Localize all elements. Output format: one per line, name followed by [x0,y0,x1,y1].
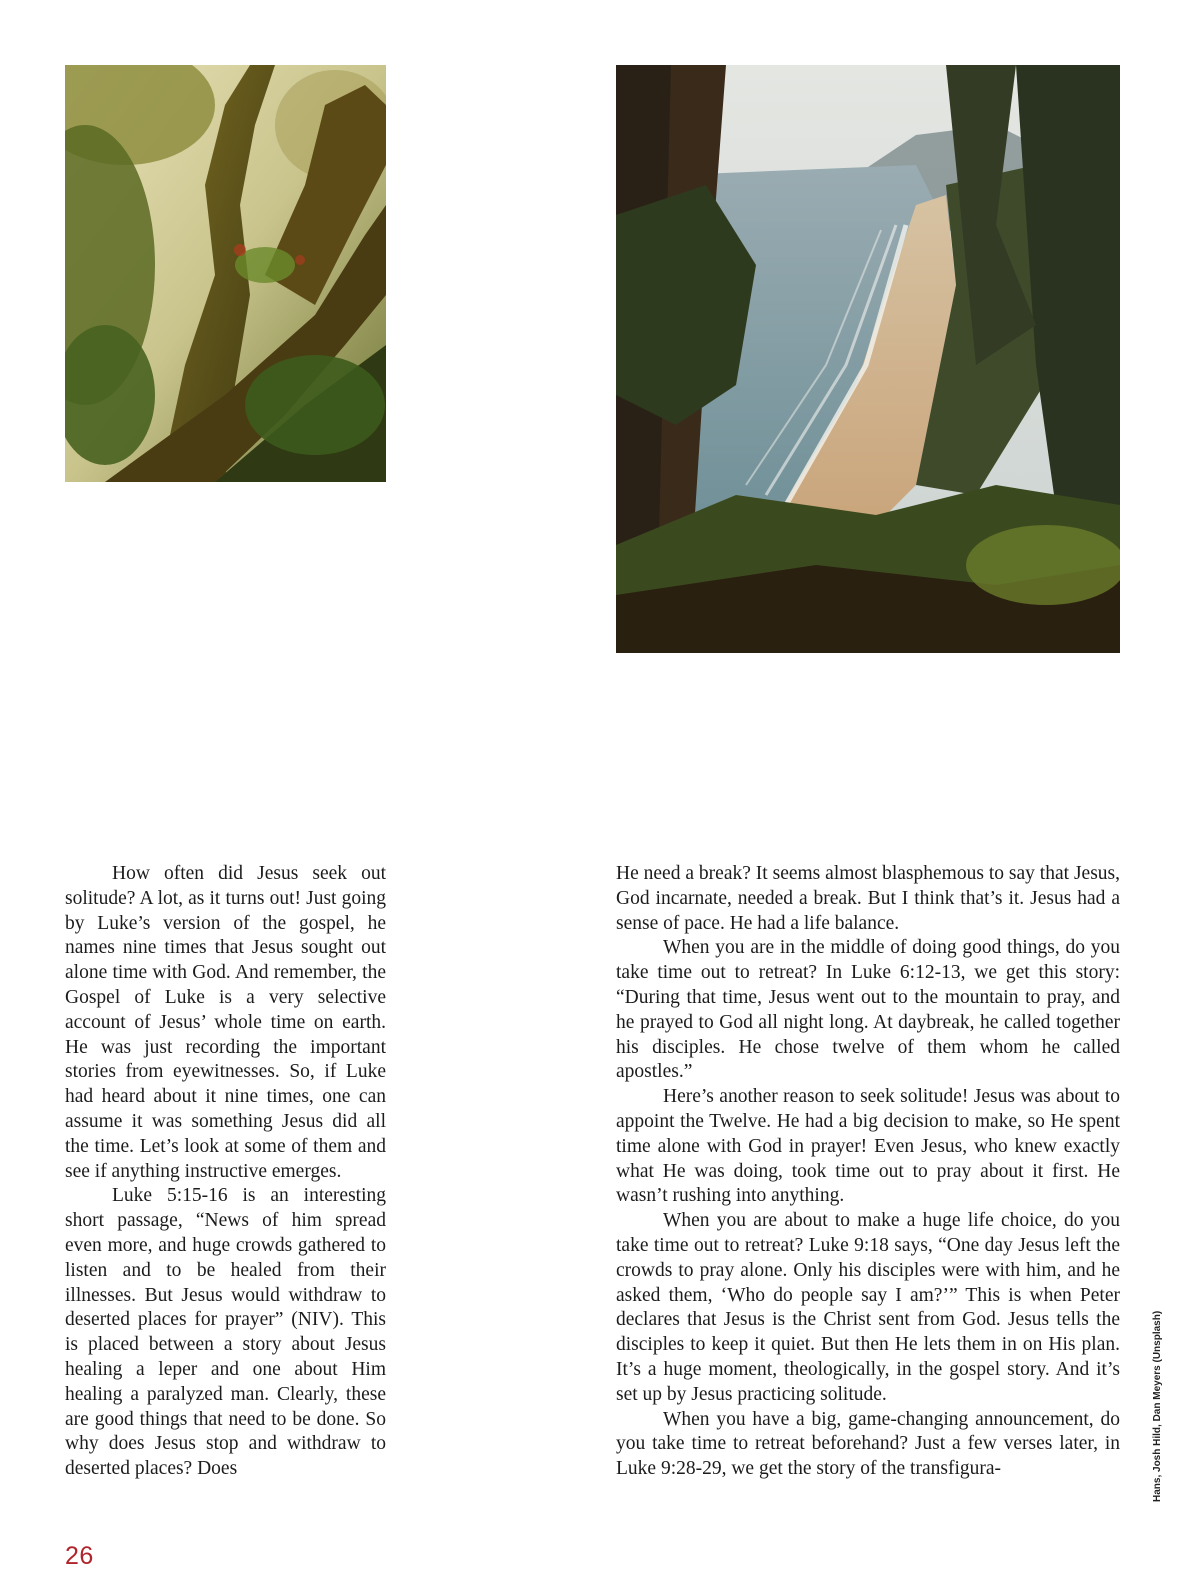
article-column-right [616,862,1120,1482]
paragraph: When you are about to make a huge life choice, do you take time out to retreat? Luke 9:18 says, “One day Jesus left the crowds to pray alone. Only his disciples were with him, and he asked them, ‘Who do people say I am?’” This is when Peter declares that Jesus is the Christ sent from God. Jesus tells the disciples to keep it quiet. But then He lets them in on His plan. It’s a huge moment, theologically, in the gospel story. And it’s set up by Jesus practicing solitude. [616,1210,1120,1405]
paragraph: When you are in the middle of doing good things, do you take time out to retreat? In Luke 6:12-13, we get this story: “During that time, Jesus went out to the mountain to pray, and he prayed to God all night long. At daybreak, he called together his disciples. He chose twelve of them whom he called apostles.” [616,937,1120,1083]
photo-credit: Hans, Josh Hild, Dan Meyers (Unsplash) [1152,1310,1163,1502]
paragraph: Luke 5:15-16 is an interesting short passage, “News of him spread even more, and huge crowds gathered to listen and to be healed from their illnesses. But Jesus would withdraw to deserted places for prayer” (NIV). This is placed between a story about Jesus healing a leper and one about Him healing a paralyzed man. Clearly, these are good things that need to be done. So why does Jesus stop and withdraw to deserted places? Does [65,1185,386,1480]
paragraph: How often did Jesus seek out solitude? A lot, as it turns out! Just going by Luke’s version of the gospel, he names nine times that Jesus sought out alone time with God. And remember, the Gospel of Luke is a very selective account of Jesus’ whole time on earth. He was just recording the important stories from eyewitnesses. So, if Luke had heard about it nine times, one can assume it was something Jesus did all the time. Let’s look at some of them and see if anything instructive emerges. [65,863,386,1182]
coast-illustration [616,65,1120,653]
article-column-left [65,862,386,1482]
forest-illustration [65,65,386,482]
paragraph: When you have a big, game-changing announcement, do you take time to retreat beforehand? Just a few verses later, in Luke 9:28-29, we get the story of the transfigura- [616,1408,1120,1480]
paragraph: He need a break? It seems almost blasphemous to say that Jesus, God incarnate, needed a break. But I think that’s it. Jesus had a sense of pace. He had a life balance. [616,863,1120,934]
paragraph: Here’s another reason to seek solitude! Jesus was about to appoint the Twelve. He had a big decision to make, so He spent time alone with God in prayer! Even Jesus, who knew exactly what He was doing, took time out to pray about it first. He wasn’t rushing into anything. [616,1086,1120,1207]
forest-photo [65,65,386,482]
coast-photo [616,65,1120,653]
page-number: 26 [65,1542,94,1570]
